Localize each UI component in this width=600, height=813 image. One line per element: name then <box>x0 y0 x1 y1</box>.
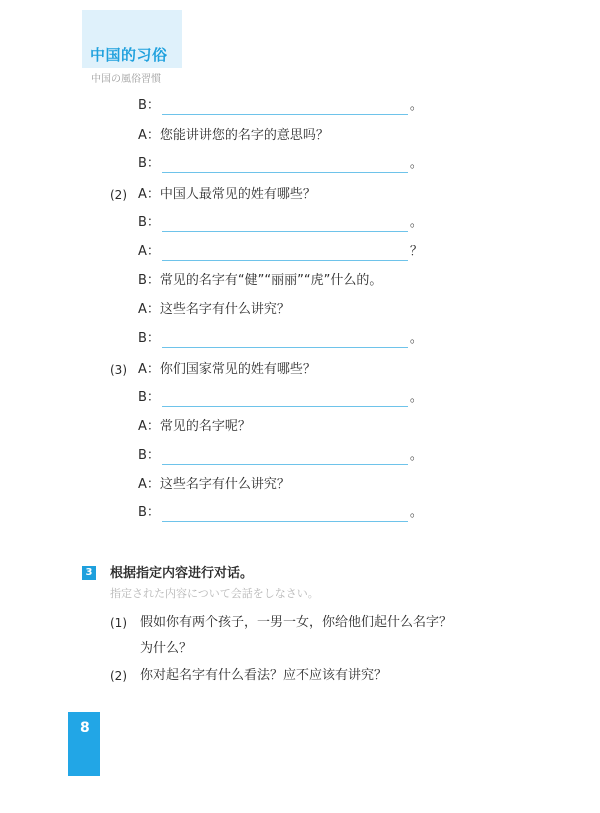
dialogue-line <box>138 361 316 379</box>
dialogue-number: (2) <box>110 188 127 202</box>
speaker-label: B： <box>138 156 160 171</box>
line-end-punctuation: 。 <box>409 448 423 463</box>
speaker-label: A： <box>138 419 160 434</box>
speaker-label: A： <box>138 362 160 377</box>
book-section-subtitle: 中国の風俗習慣 <box>91 74 161 85</box>
answer-blank-line[interactable] <box>162 509 408 522</box>
speaker-label: B： <box>138 98 160 113</box>
item-number: (2) <box>110 669 127 683</box>
speaker-label: A： <box>138 128 160 143</box>
section-title: 根据指定内容进行对话。 <box>110 566 254 581</box>
answer-blank-line[interactable] <box>162 394 408 407</box>
speaker-label: A： <box>138 477 160 492</box>
dialogue-line <box>138 504 423 522</box>
line-end-punctuation: 。 <box>409 331 423 346</box>
speaker-label: B： <box>138 505 160 520</box>
line-end-punctuation: 。 <box>409 505 423 520</box>
dialogue-line <box>138 301 290 319</box>
speaker-label: A： <box>138 187 160 202</box>
dialogue-line <box>138 214 423 232</box>
dialogue-text: 这些名字有什么讲究？ <box>159 302 290 317</box>
speaker-label: B： <box>138 331 160 346</box>
dialogue-line <box>138 127 329 145</box>
speaker-label: B： <box>138 273 160 288</box>
book-section-title: 中国的习俗 <box>90 46 168 64</box>
dialogue-line <box>138 155 423 173</box>
speaker-label: B： <box>138 390 160 405</box>
line-end-punctuation: 。 <box>409 390 423 405</box>
dialogue-number: (3) <box>110 363 127 377</box>
dialogue-text: 常见的名字有“健”“丽丽”“虎”什么的。 <box>159 273 383 288</box>
dialogue-text: 你们国家常见的姓有哪些？ <box>159 362 316 377</box>
answer-blank-line[interactable] <box>162 219 408 232</box>
dialogue-text: 这些名字有什么讲究？ <box>159 477 290 492</box>
item-question: 假如你有两个孩子，一男一女，你给他们起什么名字？ <box>140 615 453 630</box>
page-number: 8 <box>80 720 90 736</box>
dialogue-line <box>138 476 290 494</box>
item-number: (1) <box>110 616 127 630</box>
dialogue-text: 中国人最常见的姓有哪些？ <box>159 187 316 202</box>
answer-blank-line[interactable] <box>162 452 408 465</box>
speaker-label: A： <box>138 244 160 259</box>
answer-blank-line[interactable] <box>162 160 408 173</box>
section-subtitle: 指定された内容について会話をしなさい。 <box>110 587 319 600</box>
line-end-punctuation: 。 <box>409 98 423 113</box>
answer-blank-line[interactable] <box>162 335 408 348</box>
speaker-label: B： <box>138 448 160 463</box>
dialogue-line <box>138 389 423 407</box>
dialogue-line <box>138 243 423 261</box>
dialogue-text: 您能讲讲您的名字的意思吗？ <box>159 128 329 143</box>
dialogue-line <box>138 330 423 348</box>
item-question-continued: 为什么？ <box>140 641 193 656</box>
line-end-punctuation: ？ <box>409 244 423 259</box>
dialogue-line <box>138 418 251 436</box>
answer-blank-line[interactable] <box>162 102 408 115</box>
section-number-badge: 3 <box>82 566 96 580</box>
speaker-label: A： <box>138 302 160 317</box>
line-end-punctuation: 。 <box>409 156 423 171</box>
dialogue-line <box>138 272 382 290</box>
answer-blank-line[interactable] <box>162 248 408 261</box>
dialogue-line <box>138 447 423 465</box>
line-end-punctuation: 。 <box>409 215 423 230</box>
dialogue-line <box>138 97 423 115</box>
speaker-label: B： <box>138 215 160 230</box>
item-question: 你对起名字有什么看法？应不应该有讲究？ <box>140 668 388 683</box>
dialogue-line <box>138 186 316 204</box>
dialogue-text: 常见的名字呢？ <box>159 419 251 434</box>
